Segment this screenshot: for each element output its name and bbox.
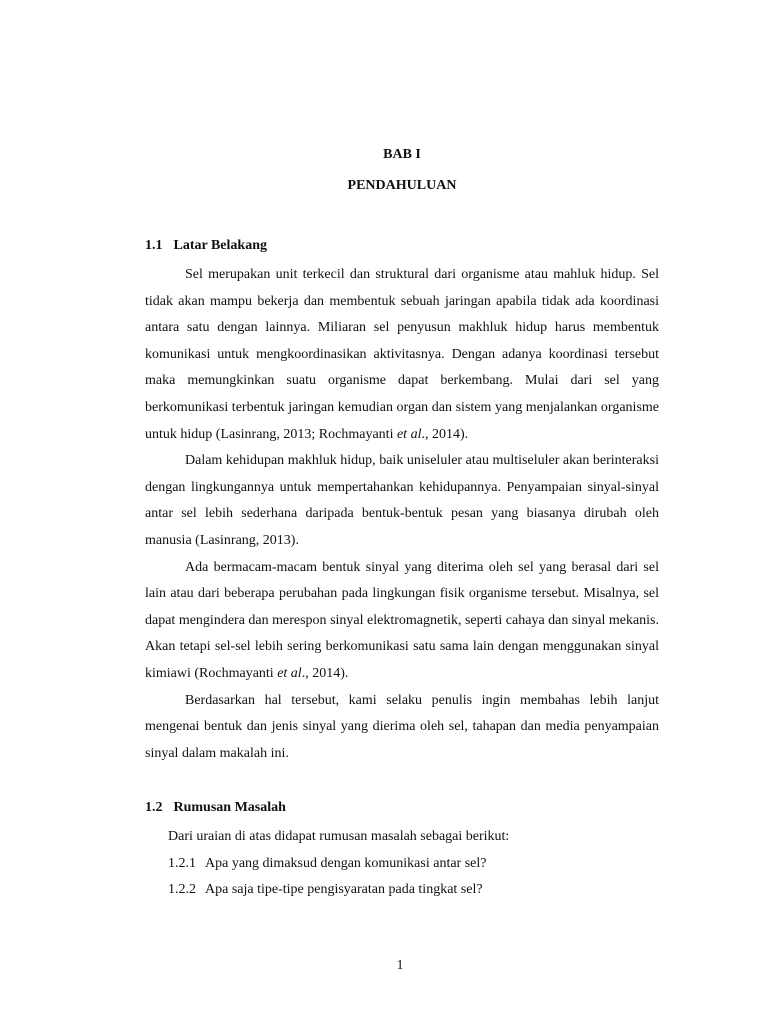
paragraph-text: Dalam kehidupan makhluk hidup, baik uniseluler atau multiseluler akan berinteraksi dengan lingkungannya untuk mempertahankan kehidupannya. Penyampaian sinyal-sinyal antar sel lebih sederhana daripada bentuk-bentuk pesan yang biasanya dirubah oleh manusia (Lasinrang, 2013). bbox=[145, 453, 659, 548]
item-text: Apa yang dimaksud dengan komunikasi antar sel? bbox=[205, 855, 487, 871]
section-title: Latar Belakang bbox=[173, 238, 267, 253]
paragraph bbox=[145, 688, 659, 768]
paragraph-text: Ada bermacam-macam bentuk sinyal yang diterima oleh sel yang berasal dari sel lain atau dari beberapa perubahan pada lingkungan fisik organisme tersebut. Misalnya, sel dapat mengindera dan merespon sinyal elektromagnetik, seperti cahaya dan sinyal mekanis. Akan tetapi sel-sel lebih sering berkomunikasi satu sama lain dengan menggunakan sinyal kimiawi (Rochmayanti bbox=[145, 559, 659, 681]
page-number: 1 bbox=[396, 958, 404, 973]
paragraph-tail: ., 2014). bbox=[301, 665, 349, 681]
italic-text: et al bbox=[396, 426, 422, 442]
item-number: 1.2.2 bbox=[168, 882, 196, 897]
list-item bbox=[168, 851, 658, 878]
paragraph-text: Sel merupakan unit terkecil dan struktural dari organisme atau mahluk hidup. Sel tidak akan mampu bekerja dan membentuk sebuah jaringan apabila tidak ada koordinasi antara satu dengan lainnya. Miliaran sel penyusun makhluk hidup harus membentuk komunikasi untuk mengkoordinasikan aktivitasnya. Dengan adanya koordinasi tersebut maka memungkinkan suatu organisme dapat berkembang. Mulai dari sel yang berkomunikasi terbentuk jaringan kemudian organ dan sistem yang menjalankan organisme untuk hidup (Lasinrang, 2013; Rochmayanti bbox=[145, 267, 659, 442]
item-number: 1.2.1 bbox=[168, 855, 196, 871]
section-title: Rumusan Masalah bbox=[173, 800, 286, 815]
problem-intro: Dari uraian di atas didapat rumusan masalah sebagai berikut: bbox=[168, 829, 510, 844]
section-heading-rumusan-masalah bbox=[145, 798, 286, 818]
paragraph bbox=[145, 262, 659, 448]
paragraph bbox=[145, 555, 659, 688]
chapter-label: BAB I bbox=[383, 147, 421, 162]
section-heading-latar-belakang bbox=[145, 236, 267, 256]
italic-text: et al bbox=[277, 665, 302, 681]
paragraph bbox=[145, 448, 659, 554]
item-text: Apa saja tipe-tipe pengisyaratan pada tingkat sel? bbox=[205, 882, 483, 897]
paragraph-text: Berdasarkan hal tersebut, kami selaku penulis ingin membahas lebih lanjut mengenai bentuk dan jenis sinyal yang dierima oleh sel, tahapan dan media penyampaian sinyal dalam makalah ini. bbox=[145, 692, 659, 761]
paragraph-tail: ., 2014). bbox=[421, 426, 469, 442]
section-number: 1.1 bbox=[145, 238, 163, 253]
chapter-title: PENDAHULUAN bbox=[347, 178, 457, 193]
list-item bbox=[168, 877, 658, 904]
section-number: 1.2 bbox=[145, 800, 163, 815]
chapter-heading bbox=[145, 145, 659, 196]
section-body bbox=[145, 262, 659, 767]
problem-list bbox=[168, 824, 658, 904]
